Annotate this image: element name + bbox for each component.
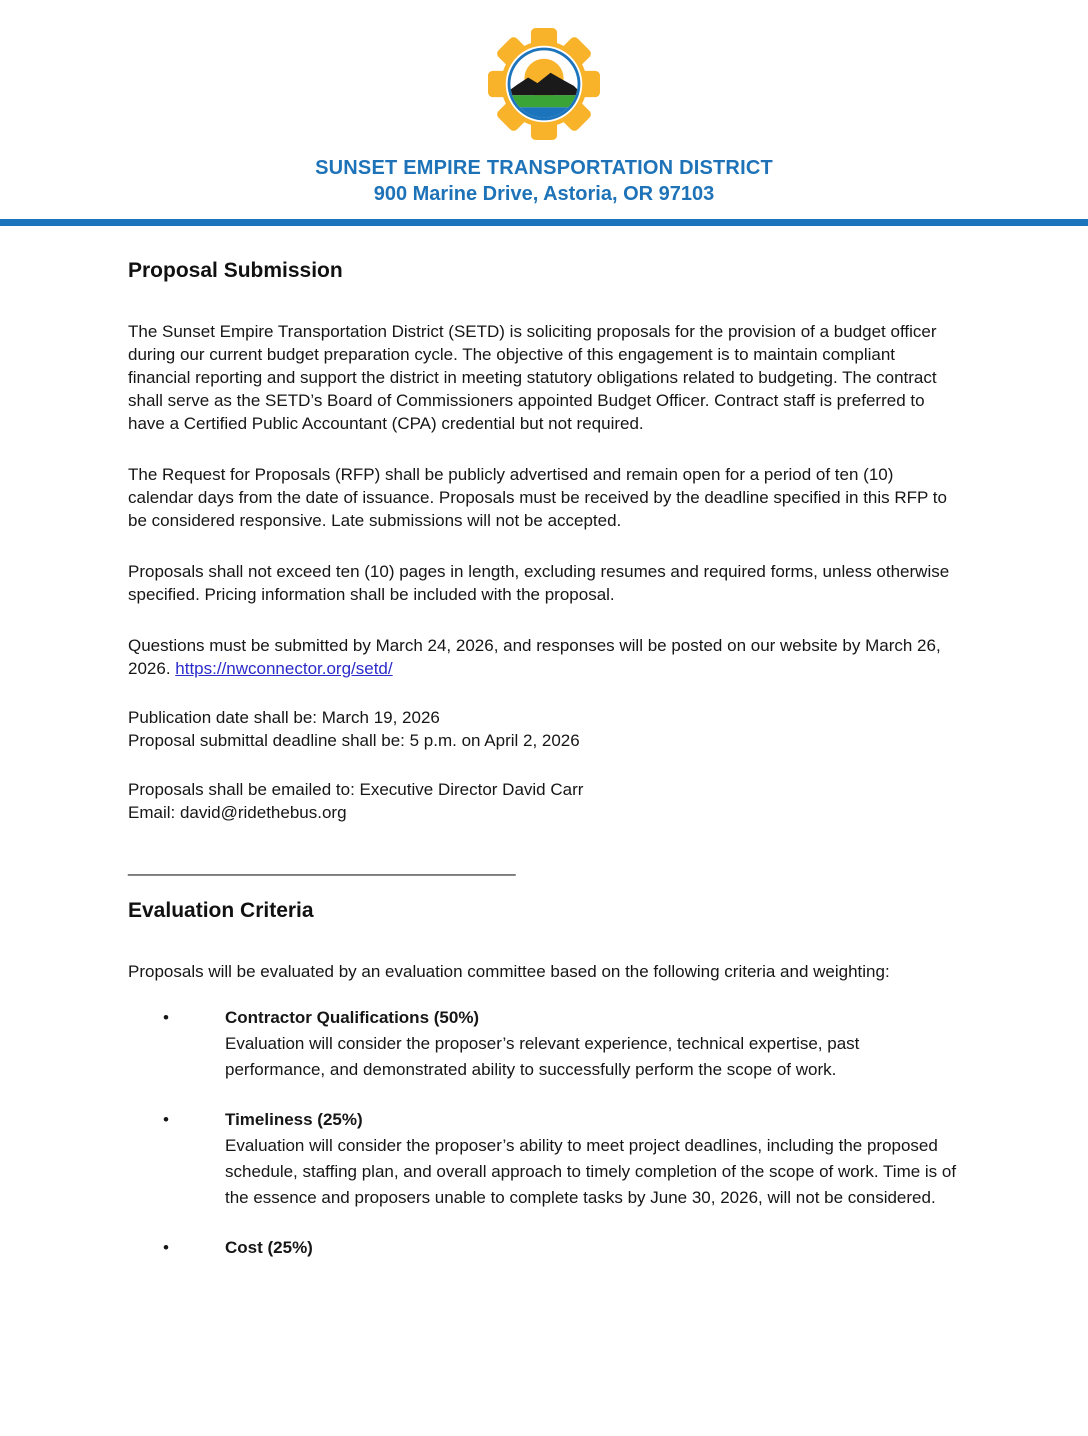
paragraph-intro: The Sunset Empire Transportation District (SETD) is soliciting proposals for the provision of a budget officer during our current budget preparation cycle. The objective of this engagement is to maintain compliant financial reporting and support the district in meeting statutory obligations related to budgeting. The contract shall serve as the SETD’s Board of Commissioners appointed Budget Officer. Contract staff is preferred to have a Certified Public Accountant (CPA) credential but not required. bbox=[128, 322, 937, 433]
paragraph-rfp-period: The Request for Proposals (RFP) shall be publicly advertised and remain open for a period of ten (10) calendar days from the date of issuance. Proposals must be received by the deadline specified in this RFP to be considered responsive. Late submissions will not be accepted. bbox=[128, 465, 947, 530]
bullet-icon: • bbox=[163, 1238, 169, 1257]
criteria-bullet-list bbox=[128, 1005, 960, 1261]
email-block bbox=[128, 778, 960, 824]
document-page bbox=[0, 28, 1088, 1436]
paragraph-questions bbox=[128, 634, 960, 680]
gear-sunset-logo-icon bbox=[486, 28, 602, 140]
bullet-icon: • bbox=[163, 1110, 169, 1129]
bullet-item-cost bbox=[128, 1235, 960, 1261]
submittal-deadline-line: Proposal submittal deadline shall be: 5 p.m. on April 2, 2026 bbox=[128, 731, 580, 750]
criterion-label: Cost (25%) bbox=[225, 1238, 313, 1257]
criterion-description: Evaluation will consider the proposer’s relevant experience, technical expertise, past performance, and demonstrated ability to successfully perform the scope of work. bbox=[225, 1034, 860, 1079]
paragraph-page-limit: Proposals shall not exceed ten (10) pages in length, excluding resumes and required forms, unless otherwise specified. Pricing information shall be included with the proposal. bbox=[128, 562, 950, 604]
dates-block bbox=[128, 706, 960, 752]
publication-date-line: Publication date shall be: March 19, 2026 bbox=[128, 708, 440, 727]
questions-text: Questions must be submitted by March 24, 2026, and responses will be posted on our website by March 26, 2026. bbox=[128, 636, 941, 678]
bullet-icon: • bbox=[163, 1008, 169, 1027]
bullet-item-contractor-qualifications bbox=[128, 1005, 960, 1083]
bullet-item-timeliness bbox=[128, 1107, 960, 1211]
website-link[interactable]: https://nwconnector.org/setd/ bbox=[175, 659, 393, 678]
section-title-evaluation-criteria: Evaluation Criteria bbox=[128, 899, 314, 922]
criterion-label: Timeliness (25%) bbox=[225, 1110, 363, 1129]
section-title-proposal-submission: Proposal Submission bbox=[128, 259, 343, 282]
header-rule bbox=[0, 219, 1088, 226]
evaluation-intro: Proposals will be evaluated by an evaluation committee based on the following criteria and weighting: bbox=[128, 962, 890, 981]
criterion-description: Evaluation will consider the proposer’s ability to meet project deadlines, including the proposed schedule, staffing plan, and overall approach to timely completion of the scope of work. Time is of the essence and proposers unable to complete tasks by June 30, 2026, will not be considered. bbox=[225, 1136, 957, 1207]
email-to-line: Proposals shall be emailed to: Executive Director David Carr bbox=[128, 780, 584, 799]
document-header bbox=[0, 28, 1088, 226]
org-address: 900 Marine Drive, Astoria, OR 97103 bbox=[373, 183, 715, 205]
org-name: SUNSET EMPIRE TRANSPORTATION DISTRICT bbox=[315, 157, 773, 179]
document-body bbox=[0, 259, 1088, 1261]
email-address-line: Email: david@ridethebus.org bbox=[128, 803, 347, 822]
criterion-label: Contractor Qualifications (50%) bbox=[225, 1008, 480, 1027]
section-divider: _________________________________________ bbox=[128, 857, 516, 876]
